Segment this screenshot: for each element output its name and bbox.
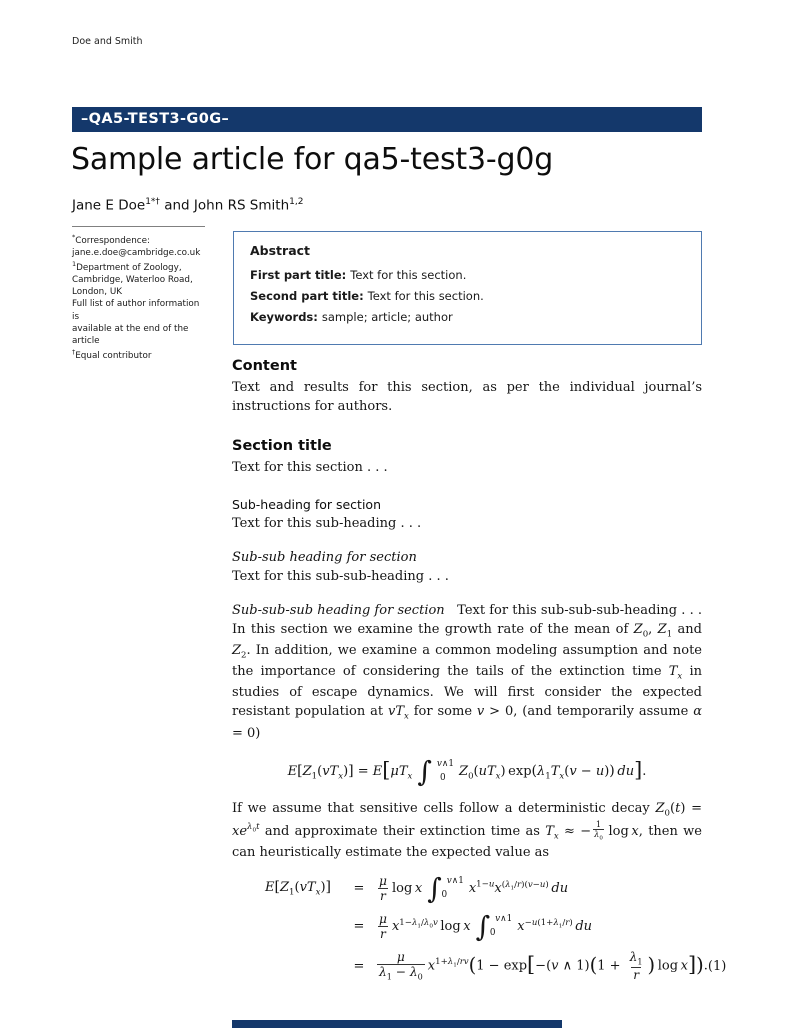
- correspondence-email: jane.e.doe@cambridge.co.uk: [72, 248, 201, 259]
- footer-bar: [232, 1020, 562, 1028]
- equals-sign: =: [353, 919, 365, 935]
- author-info-note: Full list of author information is: [72, 299, 200, 322]
- abstract-item: [250, 310, 686, 324]
- abstract-item: [250, 289, 686, 303]
- content-heading: Content: [232, 358, 297, 374]
- equals-sign: =: [353, 958, 365, 974]
- affiliation-line: Cambridge, Waterloo Road,: [72, 274, 193, 285]
- equation-array: [232, 872, 727, 982]
- abstract-item-text: sample; article; author: [321, 310, 453, 324]
- authors-line: Jane E Doe$^{1*\dagger}$ and John RS Smith$^{1,2}$: [72, 197, 304, 214]
- equation-line: [232, 950, 727, 982]
- correspondence-label: *Correspondence:: [72, 233, 150, 246]
- equation-rhs: $\frac{\mu}{r}$ log x ∫ v∧1 0 $x^{1-u}x^{(\lambda_1/r)(v-u)}$ du: [379, 872, 569, 906]
- abstract-item-text: Text for this section.: [350, 268, 467, 282]
- abstract-item-text: Text for this section.: [367, 289, 484, 303]
- equation-rhs: $\frac{\mu}{\lambda_1 - \lambda_0}$ $x^{1+\lambda_1/rv}(1 - \exp[-(v$ ∧ 1)(1 + $\frac{\lambda_1}{r}$ ) log x]).: [379, 950, 708, 982]
- author-info-note: available at the end of the article: [72, 324, 189, 347]
- main-column: [232, 358, 727, 991]
- abstract-item-label: Keywords:: [250, 310, 318, 324]
- running-head: Doe and Smith: [72, 36, 143, 47]
- abstract-item-label: Second part title:: [250, 289, 364, 303]
- equation-number: (1): [707, 958, 727, 974]
- sub-sub-heading: Sub-sub heading for section: [232, 550, 417, 566]
- section-heading: Section title: [232, 438, 332, 455]
- section-paragraph: Text for this section . . .: [232, 460, 388, 476]
- abstract-heading: Abstract: [250, 243, 311, 258]
- equal-contributor-note: †Equal contributor: [72, 347, 152, 361]
- equation-line: [232, 872, 702, 906]
- sub-heading-paragraph: Text for this sub-heading . . .: [232, 516, 422, 532]
- decay-paragraph: If we assume that sensitive cells follow a deterministic decay $Z_0(t) = xe^{\lambda_0t}$ and approximate their extinction time as $T_x$ ≈ − $\frac{1}{\lambda_0}$ log x, then we can heuristically estimate the expected value as: [232, 800, 702, 860]
- equation-lhs: $E[Z_1(vT_x)]$: [265, 879, 331, 898]
- journal-banner: [72, 107, 702, 132]
- equals-sign: =: [353, 881, 365, 897]
- affiliation-line: London, UK: [72, 287, 123, 298]
- affiliation-line: $^1$Department of Zoology,: [72, 259, 182, 273]
- equation-line: [232, 910, 702, 944]
- correspondence-sidebar: [72, 226, 205, 362]
- sub-sub-sub-paragraph: Sub-sub-sub heading for section Text for this sub-sub-sub-heading . . . In this section we examine the growth rate of the mean of $Z_0$, $Z_1$ and $Z_2$. In addition, we examine a common modeling assumption and note the importance of considering the tails of the extinction time $T_x$ in studies of escape dynamics. We will first consider the expected resistant population at $vT_x$ for some v > 0, (and temporarily assume α = 0): [232, 602, 702, 741]
- abstract-item-label: First part title:: [250, 268, 347, 282]
- banner-label: –QA5-TEST3-G0G–: [81, 111, 230, 127]
- display-equation: $E[Z_1(vT_x)] = E[\mu T_x$ ∫ v∧1 0 $Z_0(uT_x) \exp(\lambda_1T_x(v - u))$ du].: [287, 754, 647, 788]
- equation-rhs: $\frac{\mu}{r}$ $x^{1-\lambda_1/\lambda_0v}$ log x ∫ v∧1 0 $x^{-u(1+\lambda_1/r)}$ du: [379, 910, 593, 944]
- article-title: Sample article for qa5-test3-g0g: [71, 142, 554, 177]
- sub-heading: Sub-heading for section: [232, 497, 381, 513]
- content-paragraph: Text and results for this section, as per the individual journal’s instructions for authors.: [232, 380, 702, 415]
- abstract-box: [233, 231, 702, 345]
- sub-sub-heading-paragraph: Text for this sub-sub-heading . . .: [232, 569, 449, 585]
- abstract-item: [250, 268, 686, 282]
